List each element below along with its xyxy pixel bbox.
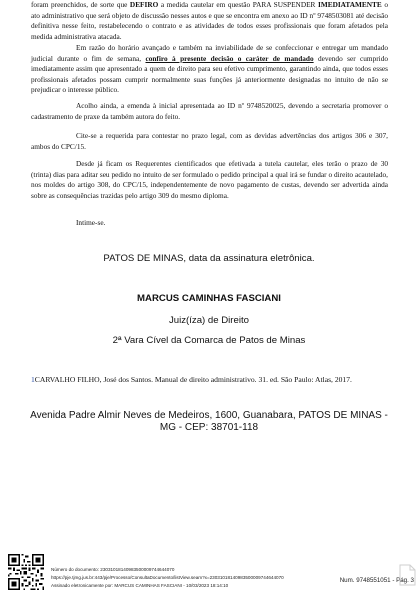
p1-text-2: a medida cautelar em questão PARA SUSPENDER	[158, 0, 318, 9]
footer-url[interactable]: https://pje.tjmg.jus.br:443/pje/Processo/ConsultaDocumento/listView.seam?x=23031018140983500009744644070	[51, 575, 284, 580]
paragraph-decision	[31, 0, 388, 42]
p2-bold-mandado: confiro à presente decisão o caráter de mandado	[145, 53, 314, 63]
p1-bold-defiro: DEFIRO	[129, 0, 159, 9]
paragraph-citacao: Cite-se a requerida para contestar no prazo legal, com as devidas advertências dos artigos 306 e 307, ambos do CPC/15.	[31, 131, 388, 151]
place-date: PATOS DE MINAS, data da assinatura eletrônica.	[103, 253, 315, 264]
judge-role: Juiz(íza) de Direito	[169, 315, 249, 326]
pdf-mark-icon	[396, 562, 418, 588]
footer-signed-by: Assinado eletronicamente por: MARCUS CAMINHAS FASCIANI - 10/03/2023 18:14:10	[51, 583, 229, 588]
p1-bold-imediatamente: IMEDIATAMENTE	[317, 0, 382, 9]
footnote-number[interactable]: 1	[31, 375, 35, 384]
footer-doc-number: Número do documento: 23031018140983500009744644070	[51, 567, 175, 572]
paragraph-mandado	[31, 43, 388, 96]
p1-text-1: foram preenchidos, de sorte que	[31, 0, 130, 9]
paragraph-emenda: Acolho ainda, a emenda à inicial apresentada ao ID nº 9748520025, devendo a secretaria promover o cadastramento de praxe da também autora do feito.	[31, 101, 388, 121]
judge-name: MARCUS CAMINHAS FASCIANI	[137, 293, 281, 304]
footnote-text: CARVALHO FILHO, José dos Santos. Manual de direito administrativo. 31. ed. São Paulo: Atlas, 2017.	[34, 375, 352, 384]
footer-num-page: Num. 9748551051 - Pág. 3	[339, 577, 414, 584]
address-line-1: Avenida Padre Almir Neves de Medeiros, 1600, Guanabara, PATOS DE MINAS -	[30, 410, 388, 421]
court-name: 2ª Vara Cível da Comarca de Patos de Minas	[112, 335, 306, 346]
paragraph-prazo: Desde já ficam os Requerentes cientificados que efetivada a tutela cautelar, eles terão o prazo de 30 (trinta) dias para aditar seu pedido no intuito de ser formulado o pedido principal a qual irá se fundar o direito acautelado, nos moldes do artigo 308, do CPC/15, independentemente de novo pagamento de custas, devendo ser advertida ainda sobre as consequências trazidas pelo artigo 309 do mesmo diploma.	[31, 159, 388, 200]
qr-code-icon	[8, 554, 44, 590]
address-line-2: MG - CEP: 38701-118	[159, 422, 259, 433]
paragraph-intime: Intime-se.	[76, 218, 106, 227]
p2-text-2: devendo ser cumprido imediatamente assim que apresentado a quem de direito para seu efetivo cumprimento, garantindo ainda, que todos esses profissionais afetados possam cumprir normalmente suas funções já anteriormente designadas no intuito de não se prejudicar o interesse público.	[31, 53, 388, 94]
p1-text-3: o ato administrativo que será objeto de discussão nesses autos e que se encontra em anexo ao ID nº 9748503081 até decisão definitiva nesse feito, restabelecendo o contrato e as atividades de todos esses profissionais que foram afetados pela medida administrativa atacada.	[31, 0, 388, 41]
footnote	[31, 375, 352, 384]
p2-text-1: Em razão do horário avançado e também na inviabilidade de se confeccionar e entregar um mandado judicial durante o fim de semana,	[31, 43, 388, 63]
